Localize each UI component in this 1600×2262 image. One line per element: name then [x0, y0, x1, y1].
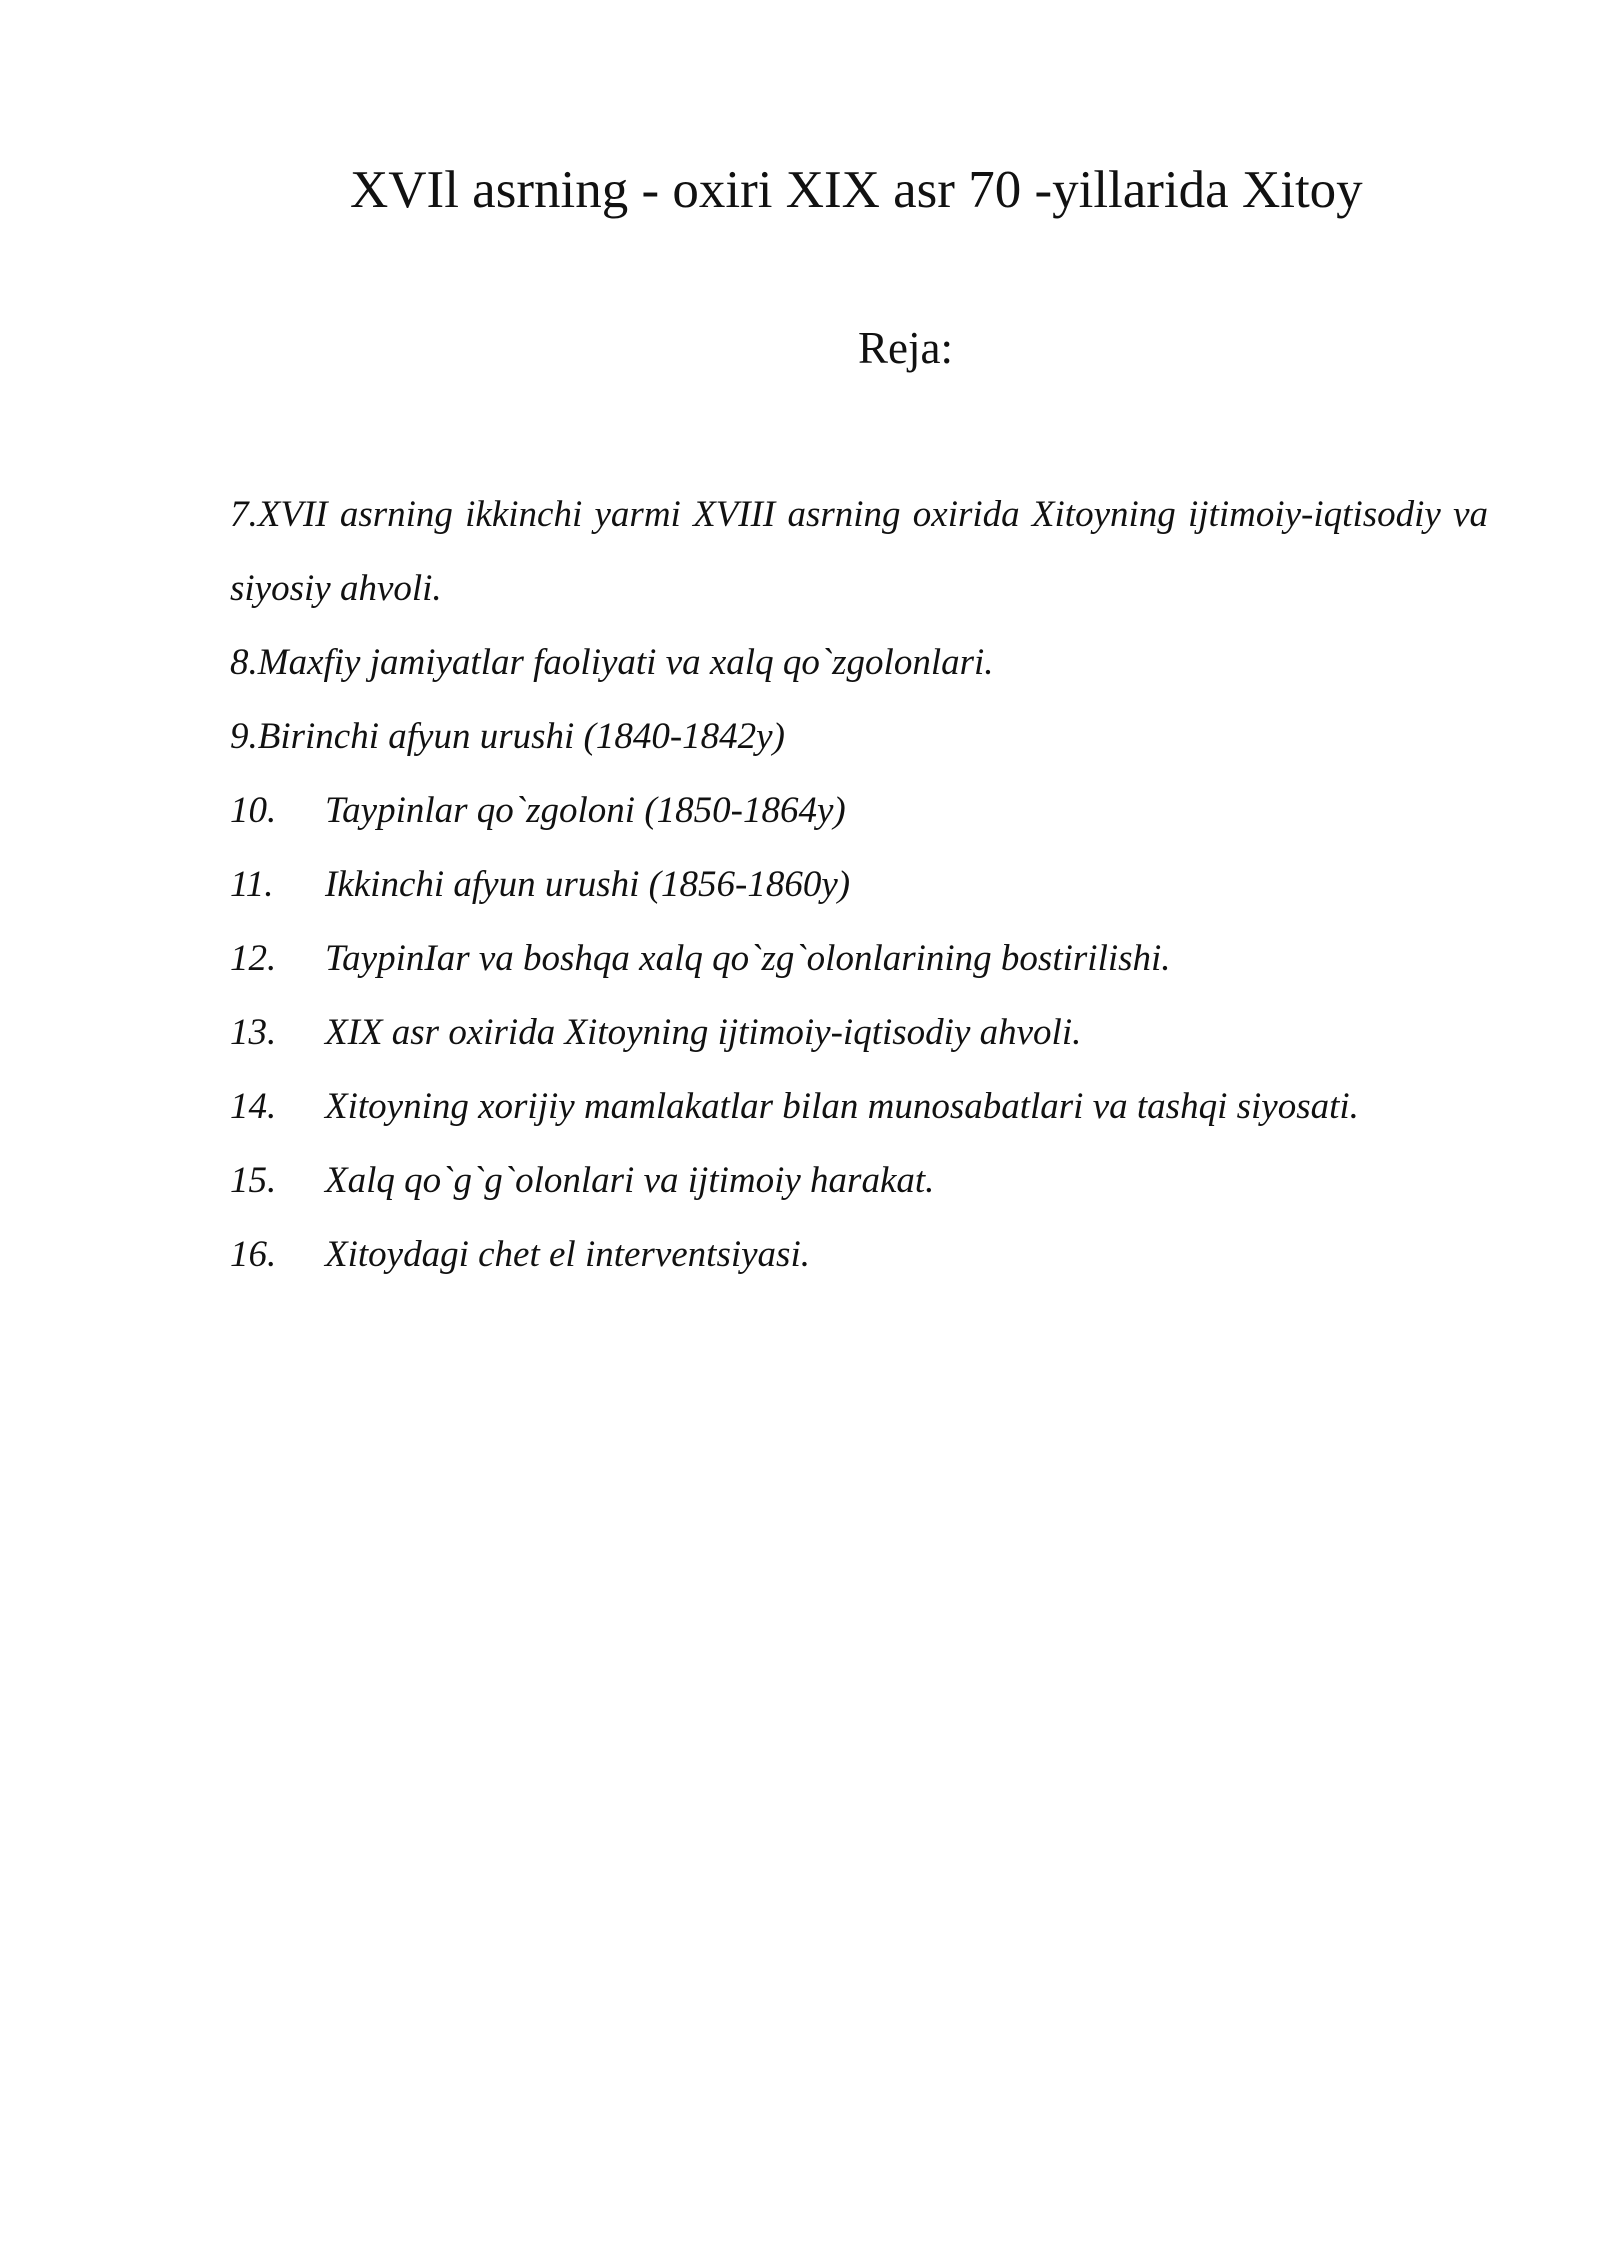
plan-item: [230, 922, 1488, 996]
plan-item-text: XVII asrning ikkinchi yarmi XVIII asrning oxirida Xitoyning ijtimoiy-iqtisodiy va siyosiy ahvoli.: [230, 494, 1488, 609]
plan-item: [230, 626, 1488, 700]
plan-item-text: TaypinIar va boshqa xalq qo`zg`olonlarining bostirilishi.: [325, 938, 1171, 979]
plan-item-text: Ikkinchi afyun urushi (1856-1860y): [325, 864, 851, 905]
plan-item: [230, 1144, 1488, 1218]
plan-item-text: XIX asr oxirida Xitoyning ijtimoiy-iqtisodiy ahvoli.: [325, 1012, 1082, 1053]
plan-item-text: Xitoydagi chet el interventsiyasi.: [325, 1234, 810, 1275]
plan-item-text: Xalq qo`g`g`olonlari va ijtimoiy harakat.: [325, 1160, 935, 1201]
plan-item: [230, 700, 1488, 774]
plan-item-text: Birinchi afyun urushi (1840-1842y): [257, 716, 785, 757]
plan-item-number: 15.: [230, 1160, 277, 1201]
plan-item-number: 8.: [230, 642, 258, 683]
page-title: XVIl asrning - oxiri XIX asr 70 -yillarida Xitoy: [350, 161, 1363, 219]
plan-item: [230, 1070, 1488, 1144]
plan-item-number: 7.: [230, 494, 258, 535]
plan-heading: Reja:: [858, 323, 953, 373]
plan-item-number: 13.: [230, 1012, 277, 1053]
plan-list: [230, 478, 1488, 1292]
plan-item: [230, 478, 1488, 626]
plan-item-number: 9.: [230, 716, 258, 757]
plan-item-number: 11.: [230, 864, 274, 905]
plan-item: [230, 996, 1488, 1070]
plan-item-number: 10.: [230, 790, 277, 831]
plan-item-number: 14.: [230, 1086, 277, 1127]
plan-item: [230, 774, 1488, 848]
plan-item: [230, 1218, 1488, 1292]
plan-item-number: 12.: [230, 938, 277, 979]
plan-item-text: Xitoyning xorijiy mamlakatlar bilan munosabatlari va tashqi siyosati.: [325, 1086, 1359, 1127]
plan-item: [230, 848, 1488, 922]
plan-item-text: Taypinlar qo`zgoloni (1850-1864y): [325, 790, 846, 831]
plan-item-number: 16.: [230, 1234, 277, 1275]
plan-item-text: Maxfiy jamiyatlar faoliyati va xalq qo`zgolonlari.: [257, 642, 994, 683]
